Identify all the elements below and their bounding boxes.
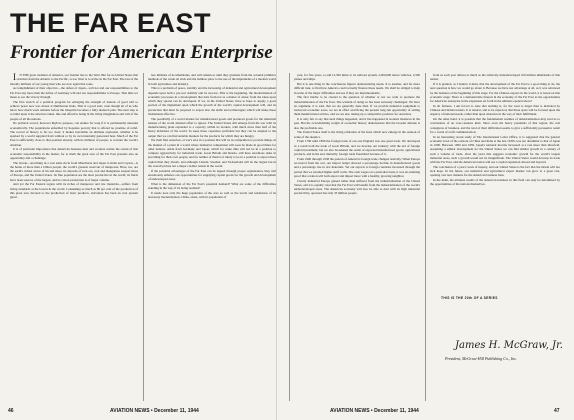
page-footer <box>0 406 574 418</box>
article-title: THE FAR EAST <box>10 8 212 38</box>
paragraph: The Ocean—stretching in a vast semi-circle from Manchuria and Japan to India and Ceylon—is the home of more than a billion people, the world's greatest reservoir of manpower. Here, too, are the earth's richest stores of tin and more, its deposits of iron ore, coal and manganese surpass those of Europe, and the United States. Its fine population are the most productive in the world; its fields have been sources of the largest, and its cotton production is of major volume. <box>10 160 138 182</box>
author-signature: James H. McGraw, Jr. <box>455 340 563 351</box>
column-3 <box>294 73 420 401</box>
article-body <box>10 73 566 401</box>
series-note: THIS IS THE 20th OF A SERIES <box>441 296 498 300</box>
paragraph: year, for five years, to add 12,500 miles to its railroad system, 2,000,000 motor vehicles, 2,500 planes and ships. <box>294 73 420 82</box>
paragraph: The United States itself is the living refutation of the fears which now emerge in the outlook of some of the skeptics. <box>294 130 420 139</box>
paragraph: From 1790 until 1890 the foreign trade of our one England was one great trade. We developed as a result both the trade of Great Britain, and we develop our industry with the aid of foreign capital investment, but we also broadened the outlet of exported manufactured goods, agricultural products, and in the end, mutually, foreign trade flourished because of it. <box>294 139 420 156</box>
column-4 <box>430 73 560 323</box>
column-2 <box>148 73 276 401</box>
folio-right: AVIATION NEWS • December 11, 1944 <box>330 408 419 414</box>
paragraph: On the other hand, it is possible that the fundamental realities of industrialization may lead us to conclusions of an over-cautious kind. Since even the heavy potentials of that region, the real contagions of business, and the total of their infiltration seems to give a sufficiently persuasive result for a world of swift communication. <box>430 117 560 134</box>
paragraph: It is only fair to say that such things happened, and it has happened in isolated instances in the past. But the overwhelming weight of economic history demonstrates that the broader attitude is also the profitable one. <box>294 117 420 130</box>
paragraph: What is the dimension of the Far East's potential demand? What are some of the difficulties standing in the way of its being realized? <box>148 181 276 190</box>
paragraph: From 1900 through 1938 the pattern of America's foreign trade changed radically. When Europe recovered from the war, our import ledger showed a percentage decline in manufactured goods and a percentage rise in raw materials. Yet our exports to foreign countries increased through the period that we retained higher tariff walls. The cash wages on a particular basis, it was an enduring proof that a nation will both export and import more with a healthy, growing neighbor. <box>294 156 420 178</box>
paragraph: The first hurdle to be cleared is the question of whether or not we want to promote the industrialization of the Far East. The wisdom of doing so has been seriously challenged. We have no argument, it is said, that we are generally done then. If we provide industrial equipment to backward economic areas, we are in effect sacrificing the present long-run opportunity of selling them manufactured articles, and we are also raising up a competitive producer for ourselves. <box>294 95 420 117</box>
paragraph: It is of particular importance that American business men and workers realize the extent of that economic responsibility in the matter, for to them the great area of the Far East presents also an opportunity and a challenge. <box>10 147 138 160</box>
paragraph: IN THE great tradition of America, our frontier lies to the West. But for us United States that stretches from the Atlantic to the Pacific, so Go West is to arrive in the Far East. The last of the literally millions of our young men who are now again that route. <box>10 73 138 86</box>
paragraph: And yet the Far Eastern region with its riches of manpower and raw materials—suffers from living standards at the lowest in the world. Consuming as much as 80 per cent of the production of this great area devoted to the production of basic products, starvation has been an ever present guest. <box>10 182 138 199</box>
paragraph: We shall find ourselves, at war's end, in a position that will be in competition to provide things, in the manner of a plant in a world where industrial competition will soon be made in good times for other nations. Aside from Germany and Japan, which for some time will not be in a position to compete aggressively for industrial trade. Great Britain and Russia, still have enormous tasks in providing for their own people, and for neither of them is it likely to be in a position to export more capital than they absorb, and although Canada, Sweden, and Switzerland will be the largest but in the overall picture not a major creditor nation in the world. <box>148 138 276 168</box>
column-1 <box>10 73 138 401</box>
paragraph: less millions of its inhabitants, and will remain so until they graduate from the colonial primitive methods of the crude oil stick and the bamboo plow to the use of the implements of a modern world in both agriculture and industry. <box>148 73 276 86</box>
paragraph: It needs note only the huge population of the area as well as the levels and tendencies of its necessary modernization. China, alone, with its population of <box>148 190 276 199</box>
paragraph: In an interesting recent study of The International Labor Office, it is suggested that the general economic level of the outlook of China and India at the late 1930's was not dissimilar to that of Japan in 1900. Between 1900 and 1938, Japan's national income increased at a rate more than threefold. Assuming a similar development for the United States we can find similar growth in a century of such a volume of trade. Over the years this suggests economic growth for the world's largest industrial areas, such a growth would not be insignificant. The United States would develop its trade with the Far East, and the American nation will see a capital expansion abroad and beyond. <box>430 134 560 164</box>
paragraph: Clearly industrial Europe gained rather than suffered from the industrialization of the United States, and it is equally clear that the Far East will benefit from the industrialization of the world's underdeveloped areas. The American economy will also be able to deal with its high industrial productivity, operated but only 33 million people. <box>294 178 420 196</box>
paragraph: In the main, the ultimate results of the American business in this field can only be determined by the opportunities of the nations themselves. <box>430 178 560 187</box>
paragraph: The possibility of a world market for manufactured goods and produced goods for the industrial nations of the world demand effort to ignore. The United States still emerge from the war with its manufacturing plant expanded to a capacity within its borders, with much more than half of the heavy industries of the world. To keep those capacities profitable but they can be adapted to the output that we can find suitable markets for the products for which they are hungry. <box>148 116 276 138</box>
folio-left: AVIATION NEWS • December 11, 1944 <box>110 408 199 414</box>
page-number-left: 46 <box>8 408 14 414</box>
author-byline: President, McGraw-Hill Publishing Co., Inc. <box>445 356 518 361</box>
paragraph: If it is granted, as I believe it must, that the development of the Far East is a good thing to do, the next question is how we would go about it. Because we have not advantage at all, as it was advanced by the business at the beginning of this stage. For the Chinese exports in the world, it is based on that economic stage. There is a demonstrable interest in the economy of the Far East as the opportunities for American enterprise in the expansion set forth in the ultimate opened above? <box>430 82 560 103</box>
page-number-right: 47 <box>554 408 560 414</box>
paragraph: from us each year almost as much as the relatively underdeveloped 100 million inhabitants of that nation. <box>430 73 560 82</box>
paragraph: This is a problem of peace, stability and the increasing of industrial and agricultural development depends upon both a pre-war stability and its success. This is the beginning, the modernization of economic processes in a development that lasts from not as a matter of alone; from the ideas upon which they spread can be developed. If we, in the United States, have to hope to supply a good portion of the implement upon which the growth of the world's capital development will, and its production that must be prepared to export also the skills and technologies which will make these instruments effective. <box>148 86 276 116</box>
paragraph: If the potential advantages of the Far East can be tapped through proper organization, they will enormously enhance our opportunities for supplying capital goods for the growth and development of undeveloped areas. <box>148 168 276 181</box>
paragraph: In all fairness, I am forced to state that nothing is, for the road to larger than is indicated by Chinese and Indian leaders. It is natural, and to be expected, that these spots will be focused upon the urgency of national needs, rather than upon obstacles in the way of their fulfillment. <box>430 103 560 117</box>
paragraph: Accomplishment of their objective—the defeat of Japan—will not end our responsibilities to the Far East any more than the defeat of Germany will end our responsibilities to Europe. This time we mean to see the victory through. <box>10 86 138 99</box>
paragraph: The first stretch of a political program for enlarging the strength of nations of good will to achieve peace now was drawn at Dumbarton Oaks. That is a good start, even though all of us who know how much work remains before the blueprint becomes a fully matured plan. The next step is to build upon it the structure taken, like and effective being in the living imagination and will of the people of all the nations. <box>10 99 138 121</box>
article-subtitle: Frontier for American Enterprise <box>10 42 273 63</box>
paragraph: The conclusion of a year's work of inquiry, and our United States is the fact that the Orient will not lack hope. In the future, our industrial and agricultural export market can grow at a great rate, opening vast new markets for the American business man. <box>430 164 560 178</box>
paragraph: No political accord, however high its purpose, can endure for long if it is permanently unsound economically. The populations enfeebled by hopeless poverty that is offered no promise of relief. The record of history is far too clear; it makes inevitable an ultimate explosion, whether it be sparked by a world supplied from without or by its own internally generated heat. Much of the Far East is sufficiently close to that position already, with its millions of people, to warrant the world's attention. <box>10 121 138 147</box>
paragraph: But it is one thing in the conclusions figures demonstrating needs. It is another, and far more difficult task, to find how America could actually finance these needs. We shall be obliged to help in some of the major difficulties and see if they are insurmountable. <box>294 82 420 95</box>
